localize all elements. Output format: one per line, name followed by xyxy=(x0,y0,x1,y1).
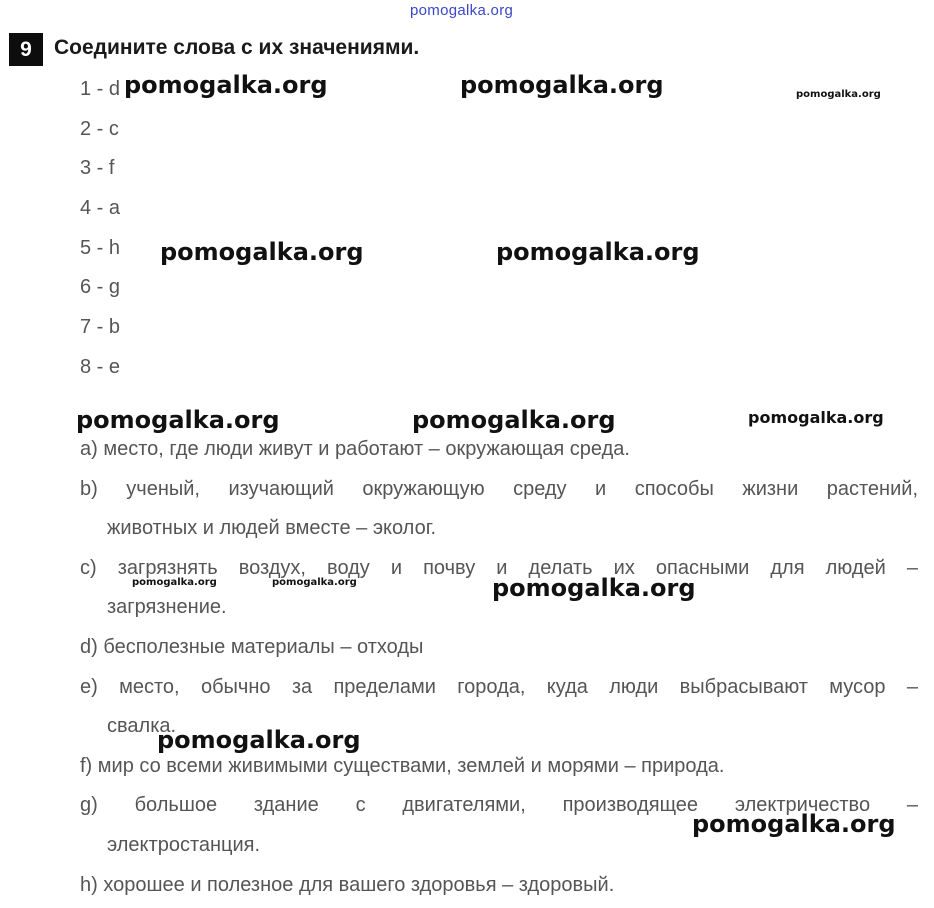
definition-b-line2: животных и людей вместе – эколог. xyxy=(107,517,437,540)
answer-item: 5 - h xyxy=(80,236,121,259)
definition-b-line1: b) ученый, изучающий окружающую среду и способы жизни растений, xyxy=(80,477,918,500)
watermark: pomogalka.org xyxy=(796,89,881,100)
answer-item: 6 - g xyxy=(80,276,121,299)
watermark: pomogalka.org xyxy=(748,408,884,427)
answer-item: 2 - c xyxy=(80,117,119,140)
watermark: pomogalka.org xyxy=(160,238,364,266)
answer-item: 1 - d xyxy=(80,78,121,100)
definition-c-line1: c) загрязнять воздух, воду и почву и делать их опасными для людей – xyxy=(80,556,918,579)
watermark: pomogalka.org xyxy=(272,577,357,588)
watermark: pomogalka.org xyxy=(76,406,280,434)
definition-e-line2: свалка. xyxy=(107,715,177,738)
definition-g-line2: электростанция. xyxy=(107,833,261,856)
site-watermark-top: pomogalka.org xyxy=(410,2,514,19)
watermark: pomogalka.org xyxy=(496,238,700,266)
answer-list xyxy=(80,76,120,394)
definition-a: a) место, где люди живут и работают – окружающая среда. xyxy=(80,438,630,460)
definition-d: d) бесполезные материалы – отходы xyxy=(80,635,424,658)
answer-item: 3 - f xyxy=(80,157,115,180)
definition-e-line1: e) место, обычно за пределами города, куда люди выбрасывают мусор – xyxy=(80,675,918,698)
watermark: pomogalka.org xyxy=(124,71,328,99)
definition-c-line2: загрязнение. xyxy=(107,596,227,619)
exercise-title: Соедините слова с их значениями. xyxy=(54,36,420,59)
answer-item: 7 - b xyxy=(80,316,121,339)
definition-f: f) мир со всеми живимыми существами, землей и морями – природа. xyxy=(80,754,725,777)
watermark: pomogalka.org xyxy=(460,71,664,99)
exercise-number: 9 xyxy=(9,33,43,66)
watermark: pomogalka.org xyxy=(692,810,896,838)
watermark: pomogalka.org xyxy=(132,577,217,588)
answer-item: 4 - a xyxy=(80,197,121,220)
watermark: pomogalka.org xyxy=(492,574,696,602)
definition-h: h) хорошее и полезное для вашего здоровья – здоровый. xyxy=(80,873,615,896)
watermark: pomogalka.org xyxy=(412,406,616,434)
definition-g-line1: g) большое здание с двигателями, производящее электричество – xyxy=(80,794,918,817)
watermark: pomogalka.org xyxy=(157,726,361,754)
answer-item: 8 - e xyxy=(80,355,121,378)
